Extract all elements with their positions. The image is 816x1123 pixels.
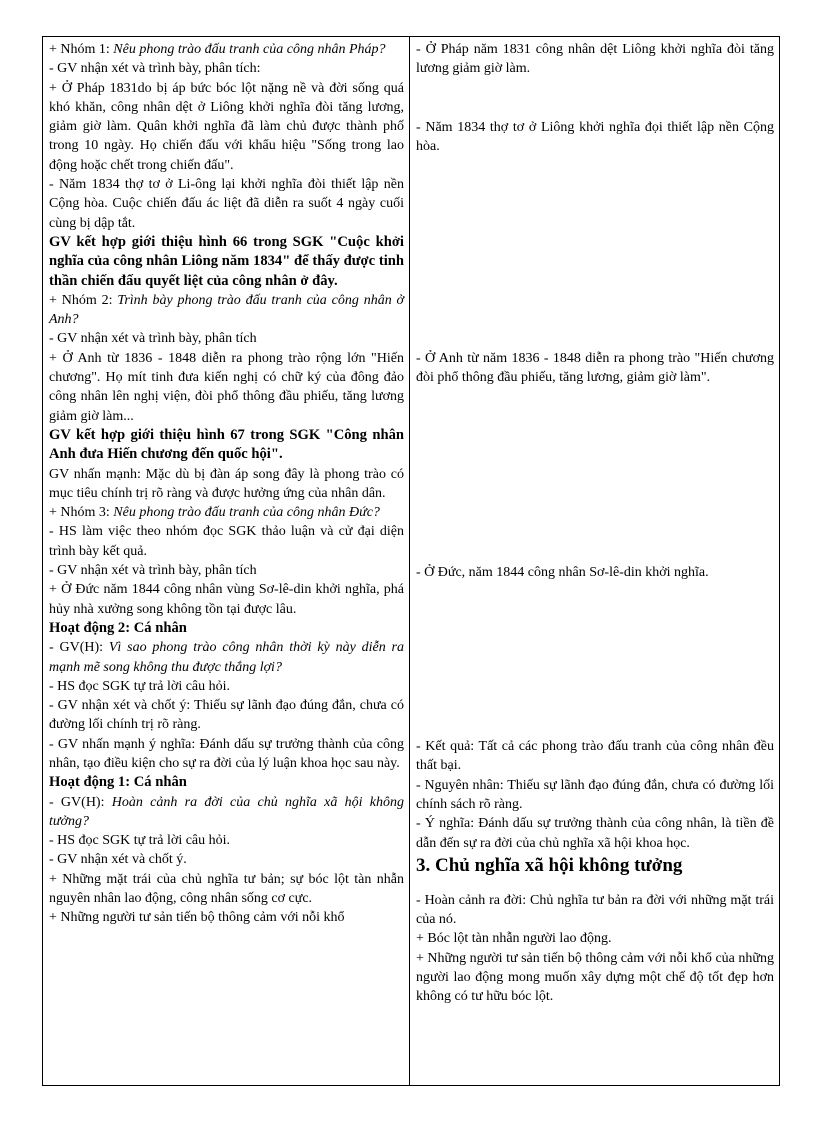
- activity1-line3: + Những mặt trái của chủ nghĩa tư bản; sự bóc lột tàn nhẫn nguyên nhân lao động, công nhân sống cơ cực.: [49, 871, 404, 907]
- activity1-line4: + Những người tư sản tiến bộ thông cảm với nỗi khổ: [49, 910, 345, 926]
- group1-line3: - Năm 1834 thợ tơ ở Li-ông lại khởi nghĩa đòi thiết lập nền Cộng hòa. Cuộc chiến đấu ác liệt đã diễn ra suốt 4 ngày cuối cùng bị dập tắt.: [49, 177, 404, 231]
- summary-germany: - Ở Đức, năm 1844 công nhân Sơ-lê-din khởi nghĩa.: [416, 564, 709, 580]
- summary-meaning: - Ý nghĩa: Đánh dấu sự trưởng thành của công nhân, là tiền đề dẫn đến sự ra đời của chủ nghĩa xã hội khoa học.: [416, 816, 774, 851]
- right-column: [410, 37, 779, 1085]
- spacer: [416, 582, 774, 737]
- activity1-line2: - GV nhận xét và chốt ý.: [49, 852, 187, 868]
- spacer: [416, 388, 774, 563]
- activity1-question: [49, 793, 404, 832]
- summary-england: - Ở Anh từ năm 1836 - 1848 diễn ra phong trào "Hiến chương đòi phổ thông đầu phiếu, tăng lương, giảm giờ làm".: [416, 351, 774, 386]
- spacer: [416, 79, 774, 118]
- group2-line3: GV nhấn mạnh: Mặc dù bị đàn áp song đây là phong trào có mục tiêu chính trị rõ ràng và được hưởng ứng của nhân dân.: [49, 466, 404, 501]
- group2-line2: + Ở Anh từ 1836 - 1848 diễn ra phong trào rộng lớn "Hiến chương". Họ mít tinh đưa kiến nghị có chữ ký của đông đảo công nhân lên nghị viện, đòi phổ thông đầu phiếu, tăng lương giảm giờ làm...: [49, 350, 404, 424]
- summary-france-1834: - Năm 1834 thợ tơ ở Liông khởi nghĩa đọi thiết lập nền Cộng hòa.: [416, 119, 774, 154]
- summary-progressives: + Những người tư sản tiến bộ thông cảm với nỗi khổ của những người lao động mong muốn xây dựng một chế độ tốt đẹp hơn không có tư hữu bóc lột.: [416, 950, 774, 1005]
- activity1-line1: - HS đọc SGK tự trả lời câu hỏi.: [49, 833, 231, 849]
- summary-context: - Hoàn cảnh ra đời: Chủ nghĩa tư bản ra đời với những mặt trái của nó.: [416, 892, 774, 928]
- activity2-question: [49, 638, 404, 677]
- activity2-line2: - GV nhận xét và chốt ý: Thiếu sự lãnh đạo đúng đắn, chưa có đường lối chính trị rõ ràng.: [49, 698, 404, 733]
- content-table: [42, 36, 780, 1086]
- group3-line1: - HS làm việc theo nhóm đọc SGK thảo luận và cử đại diện trình bày kết quả.: [49, 524, 404, 559]
- activity1-title: Hoạt động 1: Cá nhân: [49, 774, 187, 791]
- group2-label: + Nhóm 2:: [49, 292, 118, 308]
- section-heading: 3. Chủ nghĩa xã hội không tưởng: [416, 854, 683, 876]
- group3-question: [49, 503, 404, 522]
- activity2-title: Hoạt động 2: Cá nhân: [49, 619, 187, 636]
- group3-question-text: Nêu phong trào đấu tranh của công nhân Đức?: [113, 505, 380, 521]
- activity1-label: - GV(H):: [49, 794, 112, 810]
- group1-line1: - GV nhận xét và trình bày, phân tích:: [49, 61, 261, 77]
- activity2-line3: - GV nhấn mạnh ý nghĩa: Đánh dấu sự trưởng thành của công nhân, tạo điều kiện cho sự ra đời của lý luận khoa học sau này.: [49, 736, 404, 771]
- group1-question-text: Nêu phong trào đấu tranh của công nhân Pháp?: [113, 42, 386, 57]
- activity1-question-text: Hoàn cảnh ra đời của chủ nghĩa xã hội không tưởng?: [49, 794, 404, 829]
- group1-label: + Nhóm 1:: [49, 42, 114, 57]
- group1-question: [49, 40, 404, 59]
- spacer: [416, 879, 774, 891]
- summary-result: - Kết quả: Tất cả các phong trào đấu tranh của công nhân đều thất bại.: [416, 739, 774, 774]
- left-column: [43, 37, 410, 1085]
- activity2-question-text: Vì sao phong trào công nhân thời kỳ này diễn ra mạnh mẽ song không thu được thắng lợi?: [49, 640, 404, 675]
- group1-line2: + Ở Pháp 1831do bị áp bức bóc lột nặng nề và đời sống quá khó khăn, công nhân dệt ở Liông khởi nghĩa đòi tăng lương, giảm giờ làm. Quân khởi nghĩa đã làm chủ được thành phố trong 10 ngày. Họ chiến đấu với khẩu hiệu "Sống trong lao động hoặc chết trong chiến đấu".: [49, 80, 404, 173]
- activity2-label: - GV(H):: [49, 640, 109, 656]
- group2-line1: - GV nhận xét và trình bày, phân tích: [49, 331, 257, 347]
- group2-question-text: Trình bày phong trào đấu tranh của công nhân ở Anh?: [49, 292, 405, 328]
- group1-figure-note: GV kết hợp giới thiệu hình 66 trong SGK "Cuộc khởi nghĩa của công nhân Liông năm 1834" để thấy được tinh thần chiến đấu quyết liệt của công nhân ở đây.: [49, 233, 404, 289]
- group2-question: [49, 291, 404, 330]
- activity2-line1: - HS đọc SGK tự trả lời câu hỏi.: [49, 678, 231, 694]
- group3-line2: - GV nhận xét và trình bày, phân tích: [49, 563, 257, 579]
- group2-figure-note: GV kết hợp giới thiệu hình 67 trong SGK "Công nhân Anh đưa Hiến chương đến quốc hội".: [49, 426, 404, 463]
- group3-label: + Nhóm 3:: [49, 505, 114, 521]
- summary-exploitation: + Bóc lột tàn nhẫn người lao động.: [416, 931, 612, 947]
- group3-line3: + Ở Đức năm 1844 công nhân vùng Sơ-lê-din khởi nghĩa, phá hủy nhà xưởng song không tồn tại được lâu.: [49, 582, 404, 617]
- summary-france-1831: - Ở Pháp năm 1831 công nhân dệt Liông khởi nghĩa đòi tăng lương giảm giờ làm.: [416, 42, 774, 77]
- spacer: [416, 156, 774, 349]
- summary-cause: - Nguyên nhân: Thiếu sự lãnh đạo đúng đắn, chưa có đường lối chính sách rõ ràng.: [416, 777, 774, 812]
